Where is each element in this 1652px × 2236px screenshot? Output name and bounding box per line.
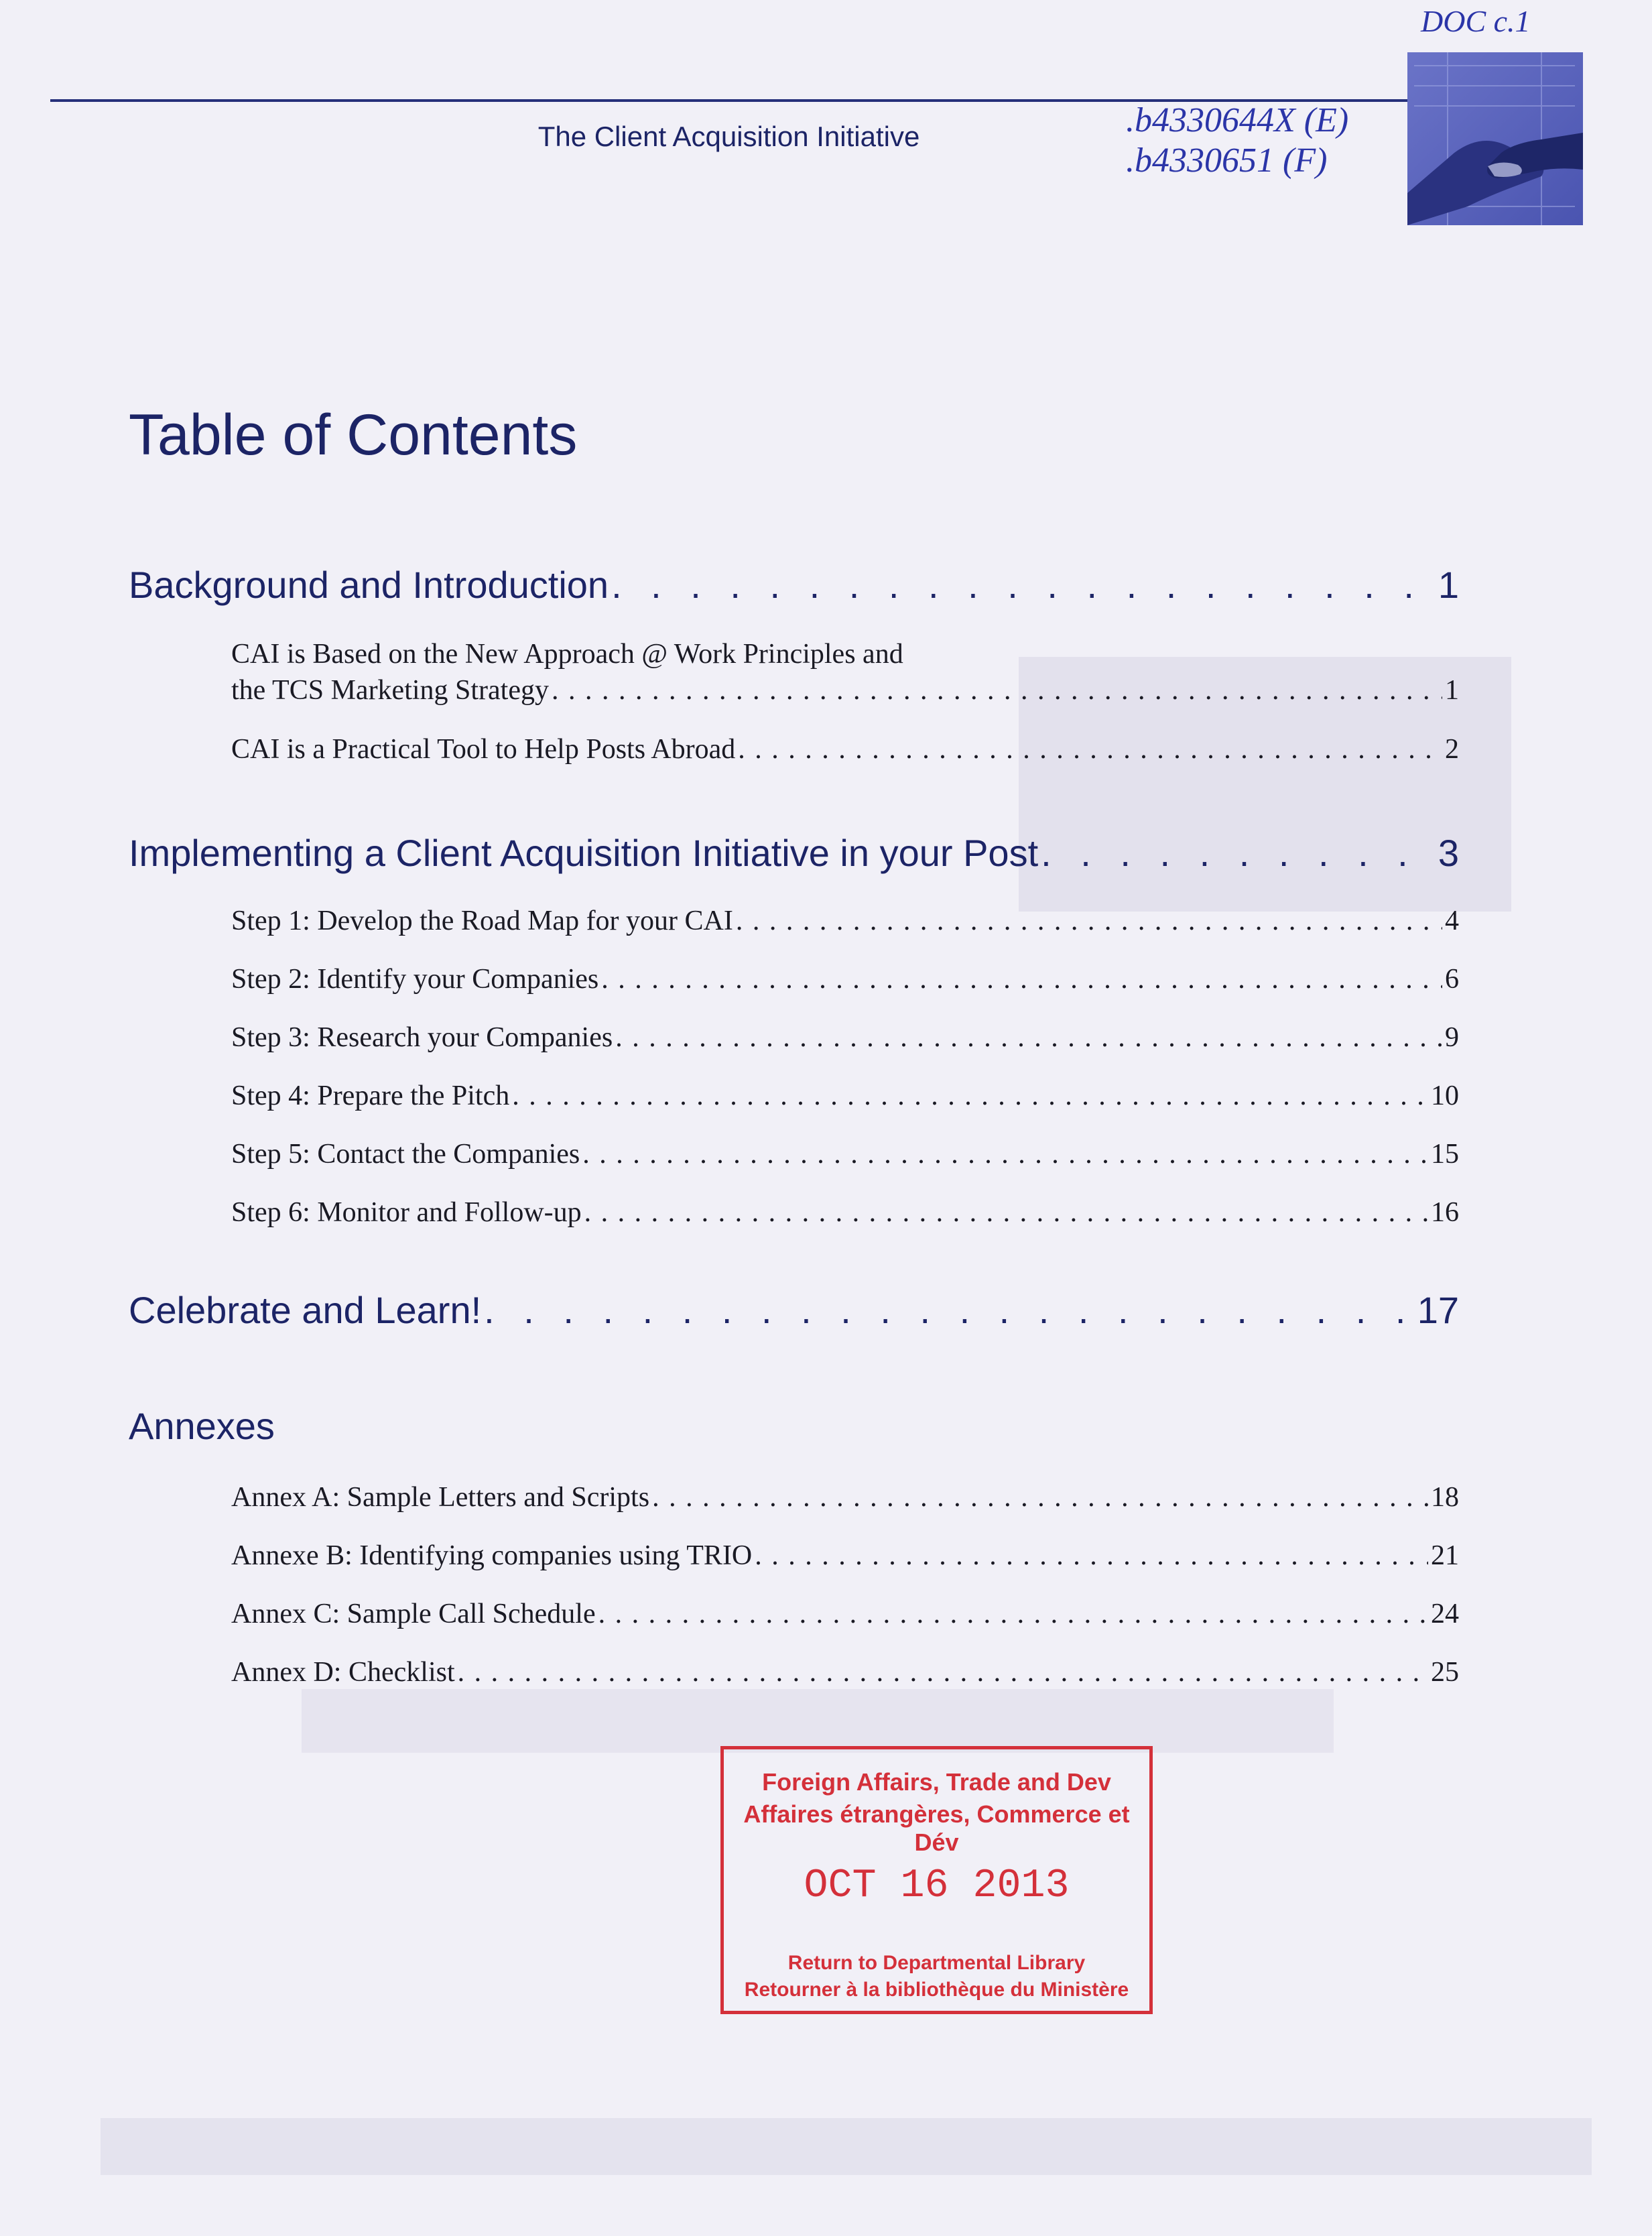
toc-section-implementing[interactable]: [129, 831, 1459, 875]
toc-page-number: 21: [1431, 1540, 1459, 1571]
toc-page-number: 1: [1445, 675, 1459, 706]
toc-page-number: 16: [1431, 1197, 1459, 1228]
toc-page-number: 9: [1445, 1022, 1459, 1053]
stamp-date: OCT 16 2013: [804, 1863, 1070, 1909]
toc-page-number: 4: [1445, 906, 1459, 936]
dot-leader: [598, 1598, 1428, 1630]
toc-item-label: Step 5: Contact the Companies: [231, 1139, 580, 1170]
dot-leader: [611, 563, 1436, 607]
toc-item-label: Annex D: Checklist: [231, 1657, 455, 1688]
toc-annexes-heading: Annexes: [129, 1405, 275, 1447]
toc-item-step-5[interactable]: [231, 1138, 1459, 1170]
stamp-department-english: Foreign Affairs, Trade and Dev: [762, 1768, 1111, 1796]
toc-page-number: 15: [1431, 1139, 1459, 1170]
toc-item-new-approach[interactable]: [231, 674, 1459, 706]
running-header-title: The Client Acquisition Initiative: [537, 121, 920, 152]
toc-item-label: Annex A: Sample Letters and Scripts: [231, 1482, 650, 1513]
toc-section-celebrate[interactable]: [129, 1288, 1459, 1332]
toc-section-background[interactable]: [129, 563, 1459, 607]
dot-leader: [736, 905, 1442, 937]
toc-page-number: 24: [1431, 1599, 1459, 1629]
toc-annex-d[interactable]: [231, 1656, 1459, 1688]
toc-item-step-6[interactable]: [231, 1196, 1459, 1229]
dot-leader: [1041, 831, 1436, 875]
toc-page-number: 6: [1445, 964, 1459, 995]
dot-leader: [601, 963, 1442, 995]
toc-item-step-1[interactable]: [231, 905, 1459, 937]
toc-annex-c[interactable]: [231, 1598, 1459, 1630]
stamp-department-french: Affaires étrangères, Commerce et Dév: [743, 1800, 1130, 1856]
toc-page-number: 1: [1438, 564, 1459, 606]
handwritten-doc-note: DOC c.1: [1421, 4, 1531, 38]
bleed-through-footer-band: [101, 2118, 1592, 2175]
toc-page-number: 2: [1445, 734, 1459, 765]
dot-leader: [552, 674, 1442, 706]
toc-item-label: Annex C: Sample Call Schedule: [231, 1599, 596, 1629]
bleed-through-table-band: [302, 1689, 1334, 1753]
dot-leader: [584, 1196, 1428, 1229]
toc-heading: Table of Contents: [129, 403, 578, 467]
toc-page-number: 3: [1438, 832, 1459, 874]
toc-item-step-4[interactable]: [231, 1080, 1459, 1112]
toc-item-practical-tool[interactable]: [231, 733, 1459, 765]
toc-page-number: 18: [1431, 1482, 1459, 1513]
dot-leader: [738, 733, 1442, 765]
toc-section-title: Implementing a Client Acquisition Initiative in your Post: [129, 832, 1039, 874]
toc-item-step-3[interactable]: [231, 1021, 1459, 1054]
dot-leader: [582, 1138, 1428, 1170]
toc-page-number: 17: [1417, 1289, 1459, 1331]
toc-annex-b[interactable]: [231, 1540, 1459, 1572]
handwritten-catalog-number-english: .b4330644X (E): [1126, 101, 1349, 139]
toc-page-number: 10: [1431, 1080, 1459, 1111]
dot-leader: [652, 1481, 1428, 1513]
dot-leader: [484, 1288, 1415, 1332]
dot-leader: [458, 1656, 1428, 1688]
dot-leader: [755, 1540, 1428, 1572]
stamp-return-french: Retourner à la bibliothèque du Ministère: [744, 1979, 1129, 2001]
toc-annex-a[interactable]: [231, 1481, 1459, 1513]
toc-item-first-line: CAI is Based on the New Approach @ Work Principles and: [231, 639, 903, 670]
toc-item-label: Step 2: Identify your Companies: [231, 964, 599, 995]
toc-item-step-2[interactable]: [231, 963, 1459, 995]
dot-leader: [615, 1021, 1442, 1054]
toc-item-label: the TCS Marketing Strategy: [231, 675, 549, 706]
toc-item-label: Step 1: Develop the Road Map for your CAI: [231, 906, 733, 936]
toc-item-label: CAI is a Practical Tool to Help Posts Abroad: [231, 734, 736, 765]
toc-item-label: Annexe B: Identifying companies using TRIO: [231, 1540, 753, 1571]
library-stamp: [720, 1746, 1153, 2014]
handwritten-catalog-number-french: .b4330651 (F): [1126, 141, 1328, 180]
dot-leader: [512, 1080, 1428, 1112]
toc-section-title: Celebrate and Learn!: [129, 1289, 482, 1331]
toc-item-label: Step 6: Monitor and Follow-up: [231, 1197, 582, 1228]
handshake-image: [1407, 52, 1583, 225]
toc-page-number: 25: [1431, 1657, 1459, 1688]
toc-section-title: Background and Introduction: [129, 564, 609, 606]
toc-item-label: Step 3: Research your Companies: [231, 1022, 613, 1053]
toc-item-label: Step 4: Prepare the Pitch: [231, 1080, 510, 1111]
stamp-return-english: Return to Departmental Library: [787, 1952, 1086, 1974]
